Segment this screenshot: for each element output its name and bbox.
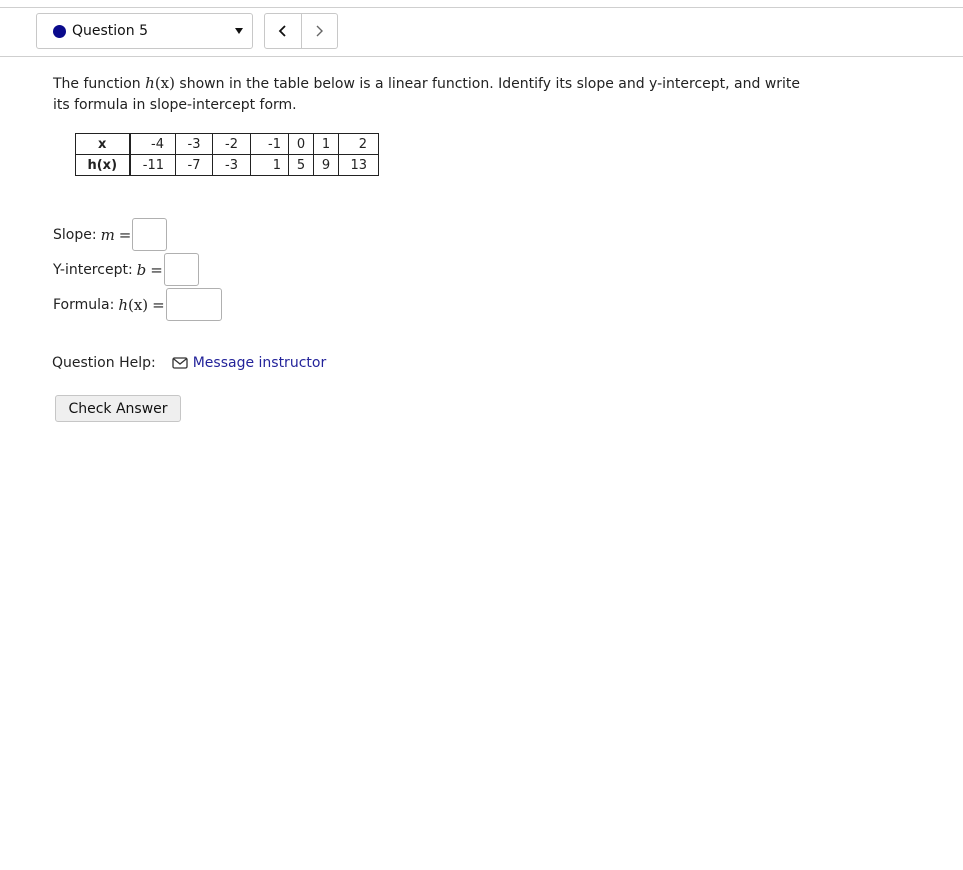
y-intercept-input[interactable] (164, 253, 199, 286)
prompt-function-variable: (x) (154, 74, 175, 92)
table-cell: -11 (130, 155, 176, 176)
table-cell: -2 (213, 134, 251, 155)
table-cell: -4 (130, 134, 176, 155)
table-cell: -3 (176, 134, 213, 155)
table-cell: 0 (289, 134, 314, 155)
prompt-function-name: h (145, 74, 155, 92)
question-select[interactable] (36, 13, 253, 49)
row-header-x: x (76, 134, 130, 155)
table-cell: 5 (289, 155, 314, 176)
prompt-text-end: shown in the table below is a linear function. Identify its slope and y-intercept, and write its formula in slope-intercept form. (53, 76, 801, 113)
slope-row (53, 218, 167, 251)
formula-function-name: h (118, 295, 128, 314)
table-cell: 1 (251, 155, 289, 176)
table-cell: 1 (314, 134, 339, 155)
table-row-x (76, 134, 379, 155)
table-cell: -3 (213, 155, 251, 176)
caret-down-icon (235, 28, 243, 34)
table-cell: 9 (314, 155, 339, 176)
y-intercept-row (53, 253, 199, 286)
next-question-button[interactable] (302, 14, 338, 48)
question-status-dot (53, 25, 66, 38)
slope-label: Slope: (53, 226, 97, 243)
table-cell: -1 (251, 134, 289, 155)
formula-equals: = (152, 295, 165, 314)
question-select-label: Question 5 (72, 23, 148, 39)
table-cell: 13 (339, 155, 379, 176)
check-answer-button[interactable]: Check Answer (55, 395, 181, 422)
formula-input[interactable] (166, 288, 222, 321)
y-intercept-equals: = (150, 260, 163, 279)
formula-expression (118, 296, 148, 314)
header-divider (0, 56, 963, 57)
table-cell: -7 (176, 155, 213, 176)
formula-label: Formula: (53, 296, 115, 313)
function-values-table (75, 133, 379, 176)
slope-equals: = (118, 225, 132, 244)
prompt-text-start: The function (53, 76, 146, 92)
message-instructor-text: Message instructor (192, 355, 327, 371)
previous-question-button[interactable] (265, 14, 302, 48)
y-intercept-label: Y-intercept: (53, 261, 133, 278)
prompt-function-expression (145, 74, 175, 92)
message-instructor-link[interactable] (172, 355, 327, 371)
y-intercept-variable: b (136, 260, 147, 279)
chevron-left-icon (278, 24, 288, 38)
question-nav (264, 13, 338, 49)
question-help-label: Question Help: (52, 355, 156, 371)
question-prompt (53, 73, 813, 116)
top-divider (0, 7, 963, 8)
chevron-right-icon (314, 24, 324, 38)
slope-variable: m (100, 225, 115, 244)
slope-input[interactable] (132, 218, 167, 251)
envelope-icon (172, 357, 188, 369)
question-help (52, 355, 326, 371)
formula-row (53, 288, 222, 321)
row-header-hx: h(x) (76, 155, 130, 176)
table-cell: 2 (339, 134, 379, 155)
formula-function-variable: (x) (128, 295, 149, 314)
table-row-hx (76, 155, 379, 176)
